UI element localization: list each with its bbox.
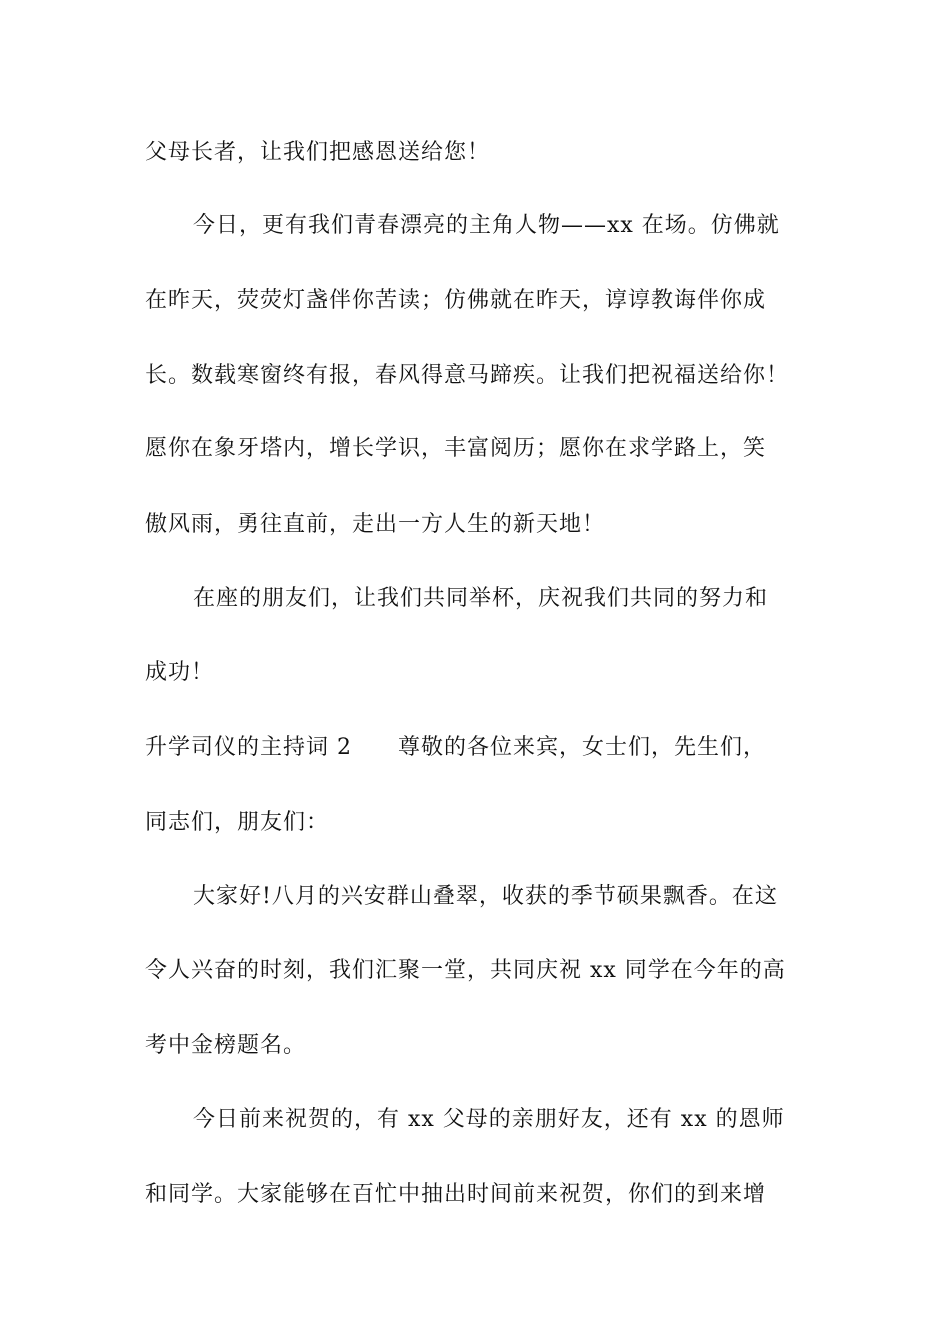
section-heading-line: 升学司仪的主持词 2 尊敬的各位来宾，女士们，先生们， <box>145 735 766 760</box>
text-line: 同志们，朋友们： <box>145 810 330 835</box>
text-line: 今日，更有我们青春漂亮的主角人物——xx 在场。仿佛就 <box>193 213 780 238</box>
text-line: 大家好!八月的兴安群山叠翠，收获的季节硕果飘香。在这 <box>193 884 778 909</box>
text-line: 和同学。大家能够在百忙中抽出时间前来祝贺，你们的到来增 <box>145 1182 767 1207</box>
text-line: 成功！ <box>145 660 215 685</box>
text-line: 今日前来祝贺的，有 xx 父母的亲朋好友，还有 xx 的恩师 <box>193 1107 785 1132</box>
text-line: 令人兴奋的时刻，我们汇聚一堂，共同庆祝 xx 同学在今年的高 <box>145 958 786 983</box>
text-line: 傲风雨，勇往直前，走出一方人生的新天地！ <box>145 512 606 537</box>
text-line: 在昨天，荧荧灯盏伴你苦读；仿佛就在昨天，谆谆教诲伴你成 <box>145 288 767 313</box>
text-line: 长。数载寒窗终有报，春风得意马蹄疾。让我们把祝福送给你！ <box>145 363 790 388</box>
text-line: 考中金榜题名。 <box>145 1033 307 1058</box>
text-line: 愿你在象牙塔内，增长学识，丰富阅历；愿你在求学路上，笑 <box>145 436 767 461</box>
text-line: 父母长者，让我们把感恩送给您！ <box>145 140 491 165</box>
text-line: 在座的朋友们，让我们共同举杯，庆祝我们共同的努力和 <box>193 586 769 611</box>
